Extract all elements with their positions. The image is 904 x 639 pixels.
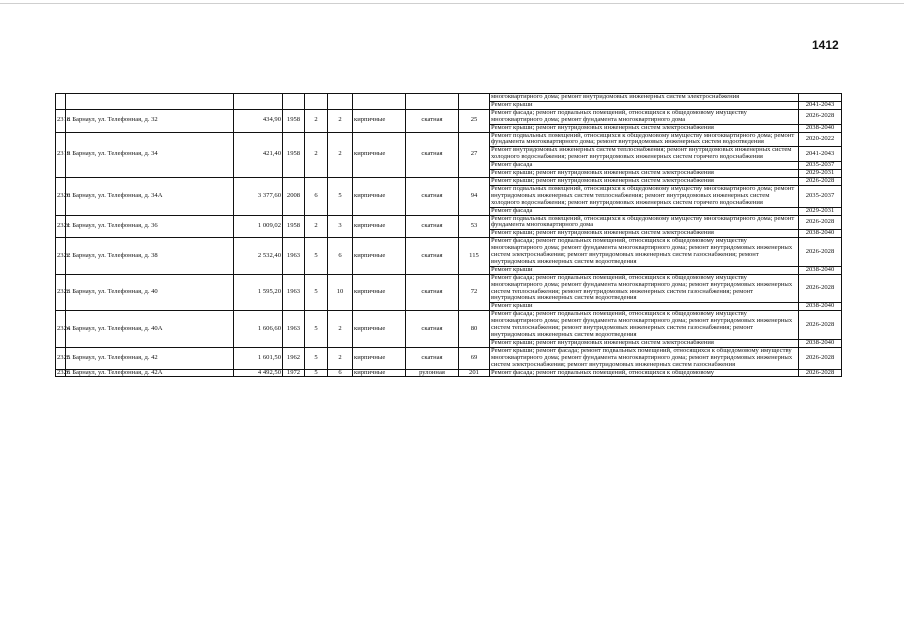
period-cell: 2026-2028 <box>799 109 842 124</box>
work-cell: Ремонт крыши <box>490 266 799 274</box>
floors-cell: 2 <box>305 109 328 132</box>
residents-cell: 115 <box>459 238 490 275</box>
period-cell: 2038-2040 <box>799 303 842 311</box>
work-cell: Ремонт подвальных помещений, относящихся к общедомовому имуществу многоквартирного дома; ремонт фундамента многоквартирного дома <box>490 215 799 230</box>
area-cell: 421,40 <box>234 132 283 177</box>
empty-cell <box>406 94 459 110</box>
work-cell: Ремонт фасада; ремонт подвальных помещений, относящихся к общедомовому имуществу многоквартирного дома; ремонт фундамента многоквартирного дома; ремонт внутридомовых инженерных систем теплоснабжения; ремонт внутридомовых инженерных систем газоснабжения; ремонт внутридомовых инженерных систем водоотведения <box>490 311 799 340</box>
table-row <box>56 311 842 340</box>
work-cell: Ремонт внутридомовых инженерных систем теплоснабжения; ремонт внутридомовых инженерных систем холодного водоснабжения; ремонт внутридомовых инженерных систем горячего водоснабжения <box>490 147 799 162</box>
area-cell: 1 601,50 <box>234 347 283 369</box>
period-cell: 2026-2028 <box>799 177 842 185</box>
year-cell: 1958 <box>283 109 305 132</box>
work-cell: Ремонт фасада; ремонт подвальных помещений, относящихся к общедомовому имуществу многоквартирного дома; ремонт фундамента многоквартирного дома; ремонт внутридомовых инженерных систем теплоснабжения; ремонт внутридомовых инженерных систем газоснабжения; ремонт внутридомовых инженерных систем водоотведения <box>490 274 799 303</box>
empty-cell <box>66 94 234 110</box>
roof-type-cell: скатная <box>406 311 459 348</box>
area-cell: 3 377,60 <box>234 177 283 215</box>
wall-material-cell: кирпичные <box>353 238 406 275</box>
address-cell: г. Барнаул, ул. Телефонная, д. 34А <box>66 177 234 215</box>
year-cell: 1958 <box>283 132 305 177</box>
area-cell: 4 492,50 <box>234 369 283 377</box>
wall-material-cell: кирпичные <box>353 132 406 177</box>
house-number-cell: 2321 <box>56 215 66 238</box>
work-cell: Ремонт крыши <box>490 101 799 109</box>
work-cell: Ремонт крыши; ремонт внутридомовых инженерных систем электроснабжения <box>490 339 799 347</box>
address-cell: г. Барнаул, ул. Телефонная, д. 40А <box>66 311 234 348</box>
house-number-cell: 2322 <box>56 238 66 275</box>
year-cell: 1958 <box>283 215 305 238</box>
address-cell: г. Барнаул, ул. Телефонная, д. 42А <box>66 369 234 377</box>
year-cell: 1972 <box>283 369 305 377</box>
floors-cell: 2 <box>305 132 328 177</box>
empty-cell <box>283 94 305 110</box>
residents-cell: 27 <box>459 132 490 177</box>
period-cell: 2038-2040 <box>799 230 842 238</box>
floors-cell: 5 <box>305 311 328 348</box>
address-cell: г. Барнаул, ул. Телефонная, д. 42 <box>66 347 234 369</box>
residents-cell: 201 <box>459 369 490 377</box>
table-row <box>56 109 842 124</box>
wall-material-cell: кирпичные <box>353 274 406 311</box>
period-cell: 2041-2043 <box>799 147 842 162</box>
house-number-cell: 2325 <box>56 347 66 369</box>
period-cell: 2026-2028 <box>799 311 842 340</box>
period-cell: 2035-2037 <box>799 162 842 170</box>
floors-cell: 5 <box>305 274 328 311</box>
wall-material-cell: кирпичные <box>353 109 406 132</box>
address-cell: г. Барнаул, ул. Телефонная, д. 36 <box>66 215 234 238</box>
work-cell: Ремонт фасада; ремонт подвальных помещений, относящихся к общедомовому <box>490 369 799 377</box>
address-cell: г. Барнаул, ул. Телефонная, д. 38 <box>66 238 234 275</box>
table-row <box>56 369 842 377</box>
wall-material-cell: кирпичные <box>353 177 406 215</box>
floors-cell: 5 <box>305 369 328 377</box>
year-cell: 1962 <box>283 347 305 369</box>
housing-repair-table <box>55 93 842 377</box>
house-number-cell: 2320 <box>56 177 66 215</box>
empty-cell <box>353 94 406 110</box>
roof-type-cell: скатная <box>406 177 459 215</box>
floors-cell: 6 <box>305 177 328 215</box>
floors-cell: 5 <box>305 347 328 369</box>
wall-material-cell: кирпичные <box>353 369 406 377</box>
residents-cell: 69 <box>459 347 490 369</box>
entrances-cell: 2 <box>328 311 353 348</box>
work-cell: Ремонт фасада; ремонт подвальных помещений, относящихся к общедомовому имуществу многоквартирного дома; ремонт фундамента многоквартирного дома <box>490 109 799 124</box>
table-row <box>56 238 842 267</box>
table-row <box>56 132 842 147</box>
residents-cell: 25 <box>459 109 490 132</box>
continuation-row <box>56 94 842 102</box>
wall-material-cell: кирпичные <box>353 347 406 369</box>
address-cell: г. Барнаул, ул. Телефонная, д. 32 <box>66 109 234 132</box>
wall-material-cell: кирпичные <box>353 215 406 238</box>
floors-cell: 5 <box>305 238 328 275</box>
table-row <box>56 274 842 303</box>
area-cell: 2 532,40 <box>234 238 283 275</box>
work-cell: Ремонт подвальных помещений, относящихся к общедомовому имуществу многоквартирного дома; ремонт внутридомовых инженерных систем теплоснабжения; ремонт внутридомовых инженерных систем холодного водоснабжения; ремонт внутридомовых инженерных систем горячего водоснабжения <box>490 185 799 207</box>
period-cell: 2026-2028 <box>799 238 842 267</box>
entrances-cell: 3 <box>328 215 353 238</box>
work-cell: Ремонт фасада <box>490 162 799 170</box>
entrances-cell: 5 <box>328 177 353 215</box>
empty-cell <box>305 94 328 110</box>
work-cell: Ремонт крыши; ремонт внутридомовых инженерных систем электроснабжения <box>490 170 799 178</box>
roof-type-cell: скатная <box>406 347 459 369</box>
entrances-cell: 6 <box>328 369 353 377</box>
year-cell: 1963 <box>283 274 305 311</box>
address-cell: г. Барнаул, ул. Телефонная, д. 34 <box>66 132 234 177</box>
period-cell: 2038-2040 <box>799 266 842 274</box>
floors-cell: 2 <box>305 215 328 238</box>
house-number-cell: 2318 <box>56 109 66 132</box>
year-cell: 1963 <box>283 311 305 348</box>
house-number-cell: 2323 <box>56 274 66 311</box>
work-cell: Ремонт фасада; ремонт подвальных помещений, относящихся к общедомовому имуществу многоквартирного дома; ремонт фундамента многоквартирного дома; ремонт внутридомовых инженерных систем электроснабжения; ремонт внутридомовых инженерных систем газоснабжения; ремонт внутридомовых инженерных систем водоотведения <box>490 238 799 267</box>
period-cell: 2038-2040 <box>799 124 842 132</box>
period-cell: 2026-2028 <box>799 369 842 377</box>
year-cell: 1963 <box>283 238 305 275</box>
page-number: 1412 <box>812 38 839 52</box>
period-cell: 2035-2037 <box>799 185 842 207</box>
period-cell: 2026-2028 <box>799 347 842 369</box>
residents-cell: 80 <box>459 311 490 348</box>
empty-cell <box>234 94 283 110</box>
period-cell: 2026-2028 <box>799 274 842 303</box>
empty-cell <box>459 94 490 110</box>
area-cell: 1 009,02 <box>234 215 283 238</box>
roof-type-cell: рулонная <box>406 369 459 377</box>
work-cell: Ремонт крыши; ремонт внутридомовых инженерных систем электроснабжения <box>490 124 799 132</box>
area-cell: 434,90 <box>234 109 283 132</box>
residents-cell: 53 <box>459 215 490 238</box>
area-cell: 1 606,60 <box>234 311 283 348</box>
roof-type-cell: скатная <box>406 215 459 238</box>
entrances-cell: 2 <box>328 109 353 132</box>
work-cell: Ремонт крыши; ремонт внутридомовых инженерных систем электроснабжения <box>490 230 799 238</box>
roof-type-cell: скатная <box>406 238 459 275</box>
work-cell: Ремонт крыши <box>490 303 799 311</box>
entrances-cell: 6 <box>328 238 353 275</box>
roof-type-cell: скатная <box>406 132 459 177</box>
address-cell: г. Барнаул, ул. Телефонная, д. 40 <box>66 274 234 311</box>
entrances-cell: 10 <box>328 274 353 311</box>
residents-cell: 94 <box>459 177 490 215</box>
roof-type-cell: скатная <box>406 274 459 311</box>
work-cell: многоквартирного дома; ремонт внутридомовых инженерных систем электроснабжения <box>490 94 799 102</box>
house-number-cell: 2324 <box>56 311 66 348</box>
wall-material-cell: кирпичные <box>353 311 406 348</box>
period-cell: 2020-2022 <box>799 132 842 147</box>
year-cell: 2008 <box>283 177 305 215</box>
work-cell: Ремонт фасада <box>490 207 799 215</box>
table-row <box>56 347 842 369</box>
period-cell: 2041-2043 <box>799 101 842 109</box>
work-cell: Ремонт подвальных помещений, относящихся к общедомовому имуществу многоквартирного дома; ремонт фундамента многоквартирного дома; ремонт внутридомовых инженерных систем водоотведения <box>490 132 799 147</box>
house-number-cell: 2319 <box>56 132 66 177</box>
house-number-cell: 2326 <box>57 368 71 376</box>
period-cell: 2029-2031 <box>799 170 842 178</box>
period-cell: 2038-2040 <box>799 339 842 347</box>
residents-cell: 72 <box>459 274 490 311</box>
empty-cell <box>56 94 66 110</box>
scan-edge-line <box>0 3 904 4</box>
entrances-cell: 2 <box>328 132 353 177</box>
roof-type-cell: скатная <box>406 109 459 132</box>
empty-cell <box>328 94 353 110</box>
area-cell: 1 595,20 <box>234 274 283 311</box>
period-cell: 2029-2031 <box>799 207 842 215</box>
period-cell: 2026-2028 <box>799 215 842 230</box>
entrances-cell: 2 <box>328 347 353 369</box>
work-cell: Ремонт крыши; ремонт внутридомовых инженерных систем электроснабжения <box>490 177 799 185</box>
table-body <box>56 94 842 377</box>
work-cell: Ремонт крыши; ремонт фасада; ремонт подвальных помещений, относящихся к общедомовому имуществу многоквартирного дома; ремонт фундамента многоквартирного дома; ремонт внутридомовых инженерных систем электроснабжения; ремонт внутридомовых инженерных систем газоснабжения <box>490 347 799 369</box>
table-row <box>56 215 842 230</box>
